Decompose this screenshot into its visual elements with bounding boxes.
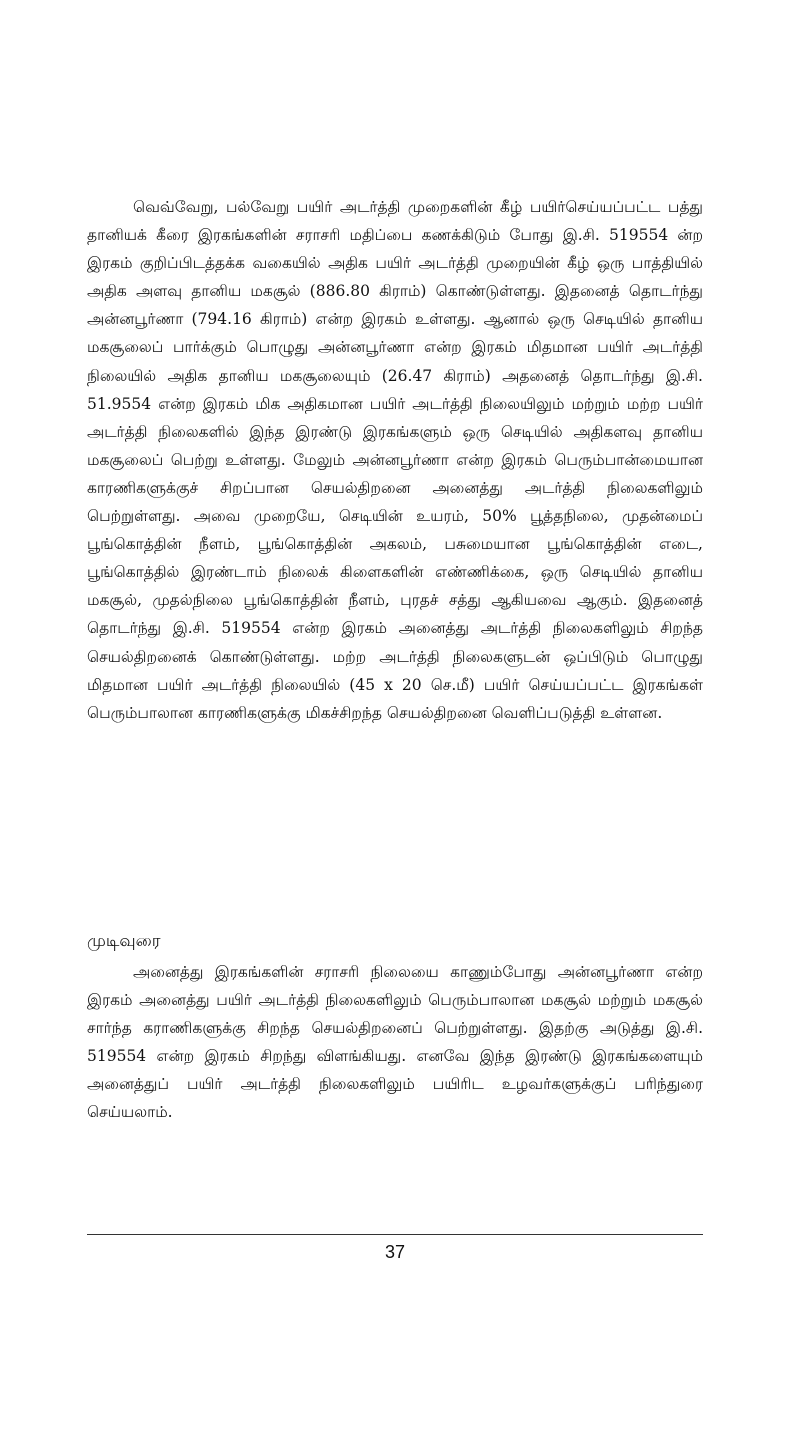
page-number: 37: [384, 1242, 406, 1262]
footer-divider: [87, 1234, 703, 1235]
body-paragraph-results: வெவ்வேறு, பல்வேறு பயிர் அடர்த்தி முறைகளின் கீழ் பயிர்செய்யப்பட்ட பத்து தானியக் கீரை இரகங்களின் சராசரி மதிப்பை கணக்கிடும் போது இ.சி. 519554 ன்ற இரகம் குறிப்பிடத்தக்க வகையில் அதிக பயிர் அடர்த்தி முறையின் கீழ் ஒரு பாத்தியில் அதிக அளவு தானிய மகசூல் (886.80 கிராம்) கொண்டுள்ளது. இதனைத் தொடர்ந்து அன்னபூர்ணா (794.16 கிராம்) என்ற இரகம் உள்ளது. ஆனால் ஒரு செடியில் தானிய மகசூலைப் பார்க்கும் பொழுது அன்னபூர்ணா என்ற இரகம் மிதமான பயிர் அடர்த்தி நிலையில் அதிக தானிய மகசூலையும் (26.47 கிராம்) அதனைத் தொடர்ந்து இ.சி. 51.9554 என்ற இரகம் மிக அதிகமான பயிர் அடர்த்தி நிலையிலும் மற்றும் மற்ற பயிர் அடர்த்தி நிலைகளில் இந்த இரண்டு இரகங்களும் ஒரு செடியில் அதிகளவு தானிய மகசூலைப் பெற்று உள்ளது. மேலும் அன்னபூர்ணா என்ற இரகம் பெரும்பான்மையான காரணிகளுக்குச் சிறப்பான செயல்திறனை அனைத்து அடர்த்தி நிலைகளிலும் பெற்றுள்ளது. அவை முறையே, செடியின் உயரம், 50% பூத்தநிலை, முதன்மைப் பூங்கொத்தின் நீளம், பூங்கொத்தின் அகலம், பசுமையான பூங்கொத்தின் எடை, பூங்கொத்தில் இரண்டாம் நிலைக் கிளைகளின் எண்ணிக்கை, ஒரு செடியில் தானிய மகசூல், முதல்நிலை பூங்கொத்தின் நீளம், புரதச் சத்து ஆகியவை ஆகும். இதனைத் தொடர்ந்து இ.சி. 519554 என்ற இரகம் அனைத்து அடர்த்தி நிலைகளிலும் சிறந்த செயல்திறனைக் கொண்டுள்ளது. மற்ற அடர்த்தி நிலைகளுடன் ஒப்பிடும் பொழுது மிதமான பயிர் அடர்த்தி நிலையில் (45 x 20 செ.மீ) பயிர் செய்யப்பட்ட இரகங்கள் பெரும்பாலான காரணிகளுக்கு மிகச்சிறந்த செயல்திறனை வெளிப்படுத்தி உள்ளன.: [87, 198, 703, 722]
body-paragraph-conclusion: அனைத்து இரகங்களின் சராசரி நிலையை காணும்போது அன்னபூர்ணா என்ற இரகம் அனைத்து பயிர் அடர்த்தி நிலைகளிலும் பெரும்பாலான மகசூல் மற்றும் மகசூல் சார்ந்த கராணிகளுக்கு சிறந்த செயல்திறனைப் பெற்றுள்ளது. இதற்கு அடுத்து இ.சி. 519554 என்ற இரகம் சிறந்து விளங்கியது. எனவே இந்த இரண்டு இரகங்களையும் அனைத்துப் பயிர் அடர்த்தி நிலைகளிலும் பயிரிட உழவர்களுக்குப் பரிந்துரை செய்யலாம்.: [87, 963, 703, 1122]
section-heading-conclusion: முடிவுரை: [87, 931, 161, 951]
